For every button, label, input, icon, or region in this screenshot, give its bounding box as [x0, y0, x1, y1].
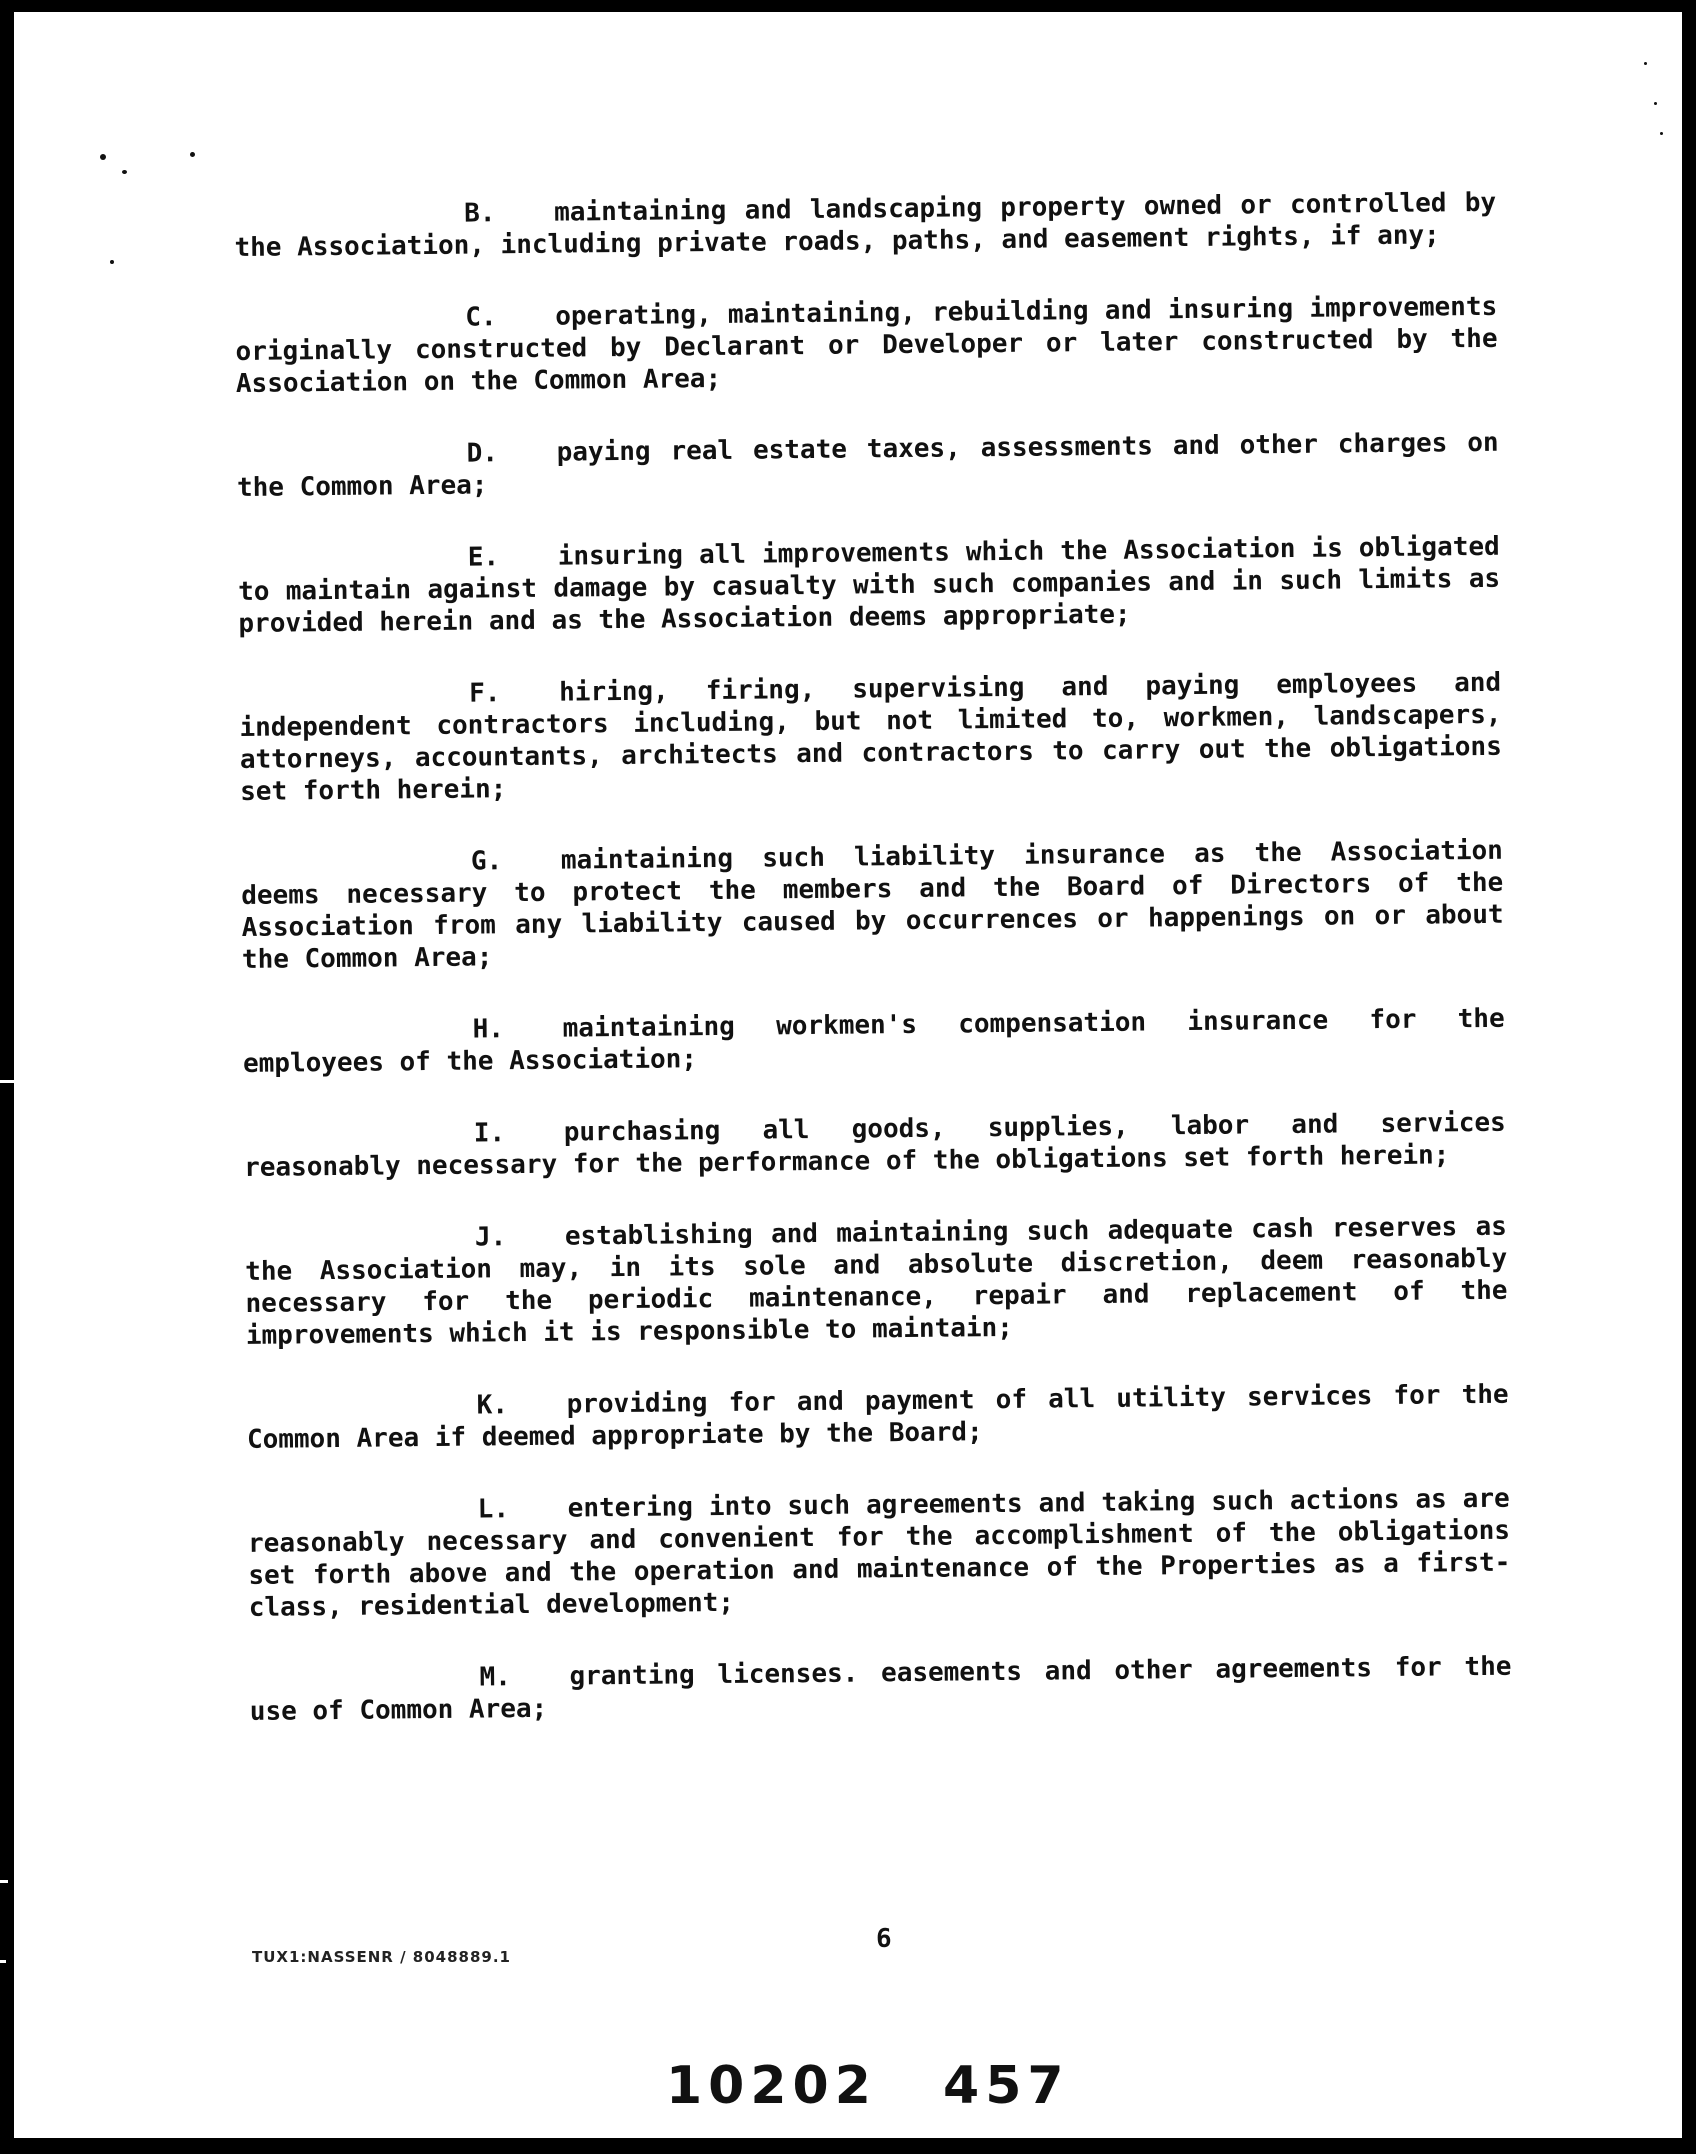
scan-edge-mark [0, 1880, 8, 1883]
scan-edge-mark [0, 1080, 20, 1083]
item-letter: I. [473, 1118, 506, 1149]
item-text: purchasing all goods, supplies, labor and services reasonably necessary for the performance of the obligations set forth herein; [243, 1107, 1506, 1183]
item-text: operating, maintaining, rebuilding and insuring improvements originally constructed by Declarant or Developer or later constructed by the Association on the Common Area; [235, 291, 1498, 399]
scan-speck [122, 170, 127, 174]
list-item [234, 187, 1497, 264]
item-text: paying real estate taxes, assessments and other charges on the Common Area; [236, 427, 1499, 503]
item-letter: B. [463, 198, 496, 229]
item-text: establishing and maintaining such adequate cash reserves as the Association may, in its sole and absolute discretion, deem reasonably necessary for the periodic maintenance, repair and replacement of the improvements which it is responsible to maintain; [245, 1211, 1508, 1351]
list-item [235, 291, 1498, 400]
list-item [249, 1651, 1512, 1728]
list-item [245, 1211, 1508, 1352]
item-letter: D. [466, 438, 499, 469]
list-item [237, 427, 1500, 504]
item-letter: K. [476, 1390, 509, 1421]
item-letter: F. [469, 678, 501, 709]
list-item [241, 835, 1504, 976]
document-body [234, 187, 1512, 1768]
item-letter: L. [477, 1494, 510, 1525]
item-text: maintaining and landscaping property owned or controlled by the Association, including private roads, paths, and easement rights, if any; [234, 187, 1497, 263]
list-item [239, 667, 1502, 808]
scan-speck [190, 152, 195, 157]
item-text: granting licenses. easements and other agreements for the use of Common Area; [249, 1651, 1512, 1727]
scan-edge-mark [0, 1960, 6, 1963]
scan-speck [1654, 102, 1657, 105]
item-text: providing for and payment of all utility services for the Common Area if deemed appropriate by the Board; [246, 1379, 1509, 1455]
stamped-number: 10202 457 [666, 2056, 1070, 2116]
document-page [14, 12, 1682, 2138]
scan-speck [1644, 62, 1647, 65]
list-item [238, 531, 1501, 640]
scan-speck [1660, 132, 1663, 135]
item-letter: M. [479, 1662, 511, 1693]
item-letter: E. [467, 542, 500, 573]
list-item [248, 1483, 1511, 1624]
item-letter: G. [470, 846, 503, 877]
item-text: maintaining workmen's compensation insurance for the employees of the Association; [242, 1003, 1505, 1079]
footer-document-code: TUX1:NASSENR / 8048889.1 [252, 1948, 511, 1966]
list-item [244, 1107, 1507, 1184]
item-letter: H. [472, 1014, 505, 1045]
scan-speck [100, 154, 106, 160]
scan-speck [110, 260, 114, 264]
item-text: entering into such agreements and taking such actions as are reasonably necessary and convenient for the accomplishment of the obligations set forth above and the operation and maintenance of the Properties as a first-class, residential development; [247, 1483, 1511, 1623]
item-letter: J. [474, 1222, 507, 1253]
item-text: insuring all improvements which the Association is obligated to maintain against damage by casualty with such companies and in such limits as provided herein and as the Association deems appropriate; [237, 531, 1501, 639]
item-text: maintaining such liability insurance as the Association deems necessary to protect the members and the Board of Directors of the Association from any liability caused by occurrences or happenings on or about the Common Area; [241, 835, 1504, 975]
list-item [246, 1379, 1509, 1456]
item-letter: C. [465, 302, 497, 333]
list-item [243, 1003, 1506, 1080]
item-text: hiring, firing, supervising and paying employees and independent contractors including, but not limited to, workmen, landscapers, attorneys, accountants, architects and contractors to carry out the obligations set forth herein; [239, 667, 1502, 807]
page-number: 6 [876, 1924, 892, 1954]
